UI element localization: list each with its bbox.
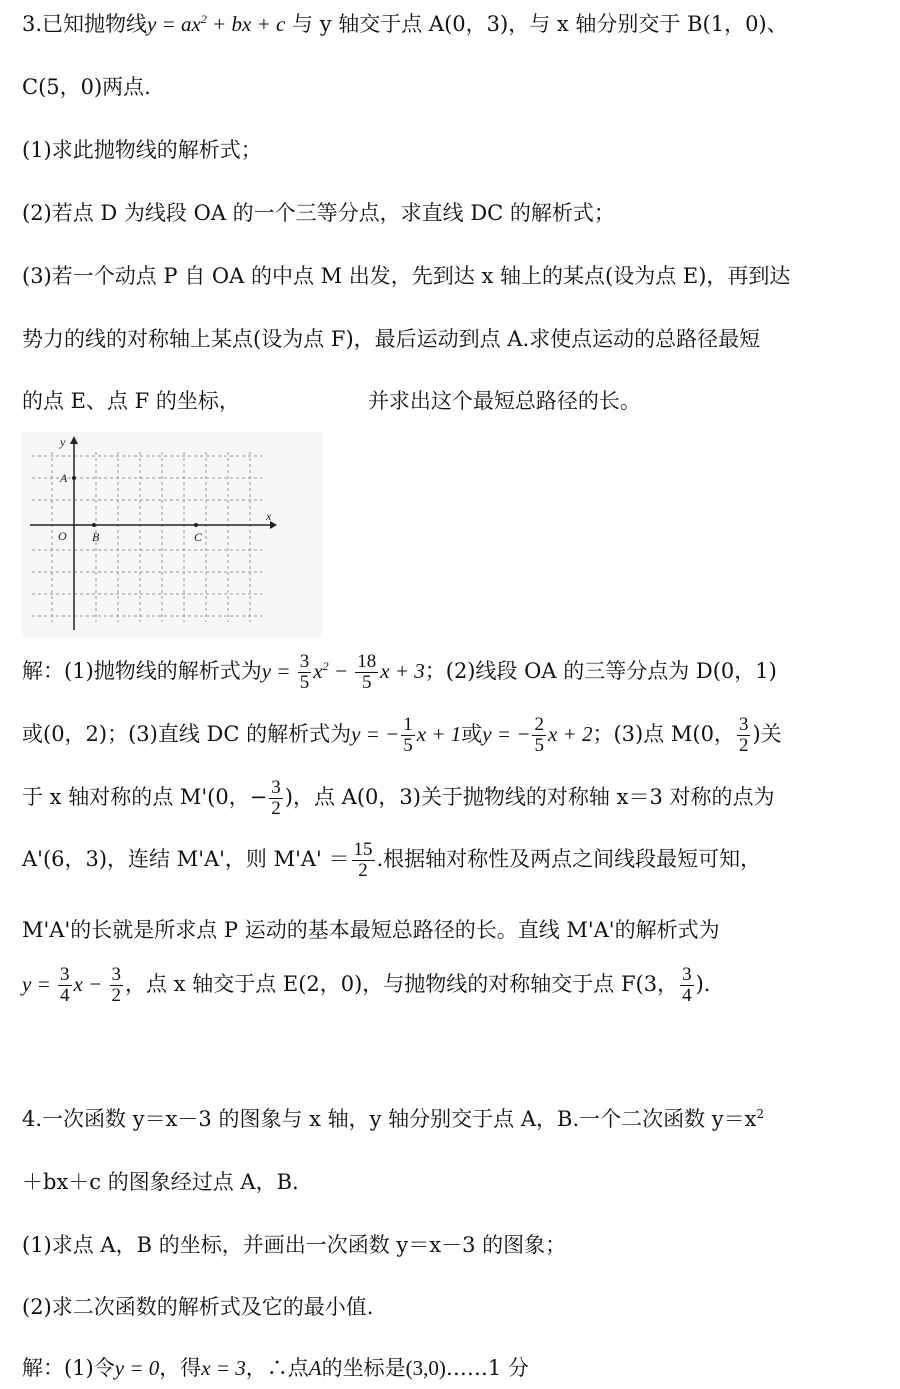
problem3-question1: (1)求此抛物线的解析式；: [22, 138, 262, 162]
problem4-line2: ＋bx＋c 的图象经过点 A，B.: [22, 1170, 299, 1194]
fraction: $\frac{1}{5}$: [403, 714, 413, 756]
solution3-line3: 于 x 轴对称的点 M'(0，− $\frac{3}{2}$ )，点 A(0，3)关于抛物线的对称轴 x＝3 对称的点为: [22, 777, 775, 819]
solution3-line5: M'A'的长就是所求点 P 运动的基本最短总路径的长。直线 M'A'的解析式为: [22, 918, 720, 942]
parabola-equation: $y = ax^2$ + bx + c: [147, 12, 286, 36]
problem3-question2: (2)若点 D 为线段 OA 的一个三等分点，求直线 DC 的解析式；: [22, 201, 615, 225]
problem3-question3-line2: 势力的线的对称轴上某点(设为点 F)，最后运动到点 A.求使点运动的总路径最短: [22, 327, 761, 351]
problem3-question3-line1: (3)若一个动点 P 自 OA 的中点 M 出发，先到达 x 轴上的某点(设为点 E)，再到达: [22, 264, 791, 288]
fraction: $\frac{2}{5}$: [534, 714, 544, 756]
solution3-line1: 解：(1)抛物线的解析式为y = $\frac{3}{5}$ $x^2$ − $\frac{18}{5}$ x + 3；(2)线段 OA 的三等分点为 D(0，1): [22, 651, 777, 693]
fraction: $\frac{3}{5}$: [299, 651, 310, 693]
fraction: $\frac{3}{2}$: [271, 777, 281, 819]
problem4-solution-line1: 解：(1)令y = 0，得x = 3，∴点A的坐标是(3,0)……1 分: [22, 1356, 529, 1380]
problem4-question2: (2)求二次函数的解析式及它的最小值.: [22, 1295, 374, 1319]
fraction: $\frac{3}{4}$: [682, 964, 692, 1006]
y-axis-label: y: [60, 435, 66, 449]
fraction: $\frac{15}{2}$: [353, 839, 373, 881]
solution3-line2: 或(0，2)；(3)直线 DC 的解析式为y = − $\frac{1}{5}$ x + 1或y = − $\frac{2}{5}$ x + 2；(3)点 M(0， $\frac{3}{2}$ )关: [22, 714, 782, 756]
point-a: [72, 476, 76, 480]
origin-label: O: [58, 529, 67, 543]
point-c-label: C: [194, 530, 203, 544]
x-axis-label: x: [266, 509, 272, 523]
point-b-label: B: [92, 530, 100, 544]
problem3-question3-line3: 的点 E、点 F 的坐标， 并求出这个最短总路径的长。: [22, 389, 641, 413]
point-b: [92, 523, 96, 527]
fraction: $\frac{3}{2}$: [738, 714, 749, 756]
point-c: [194, 523, 198, 527]
fraction: $\frac{3}{2}$: [111, 964, 121, 1006]
problem4-question1: (1)求点 A，B 的坐标，并画出一次函数 y＝x－3 的图象；: [22, 1233, 567, 1257]
problem3-line2: C(5，0)两点.: [22, 75, 151, 99]
fraction: $\frac{3}{4}$: [60, 964, 70, 1006]
point-a-label: A: [60, 471, 68, 485]
fraction: $\frac{18}{5}$: [357, 651, 377, 693]
coordinate-grid-figure: [22, 432, 322, 637]
solution3-line6: y = $\frac{3}{4}$ x − $\frac{3}{2}$ ，点 x 轴交于点 E(2，0)，与抛物线的对称轴交于点 F(3， $\frac{3}{4}$ ).: [22, 964, 711, 1006]
problem4-line1: 4.一次函数 y＝x－3 的图象与 x 轴，y 轴分别交于点 A，B.一个二次函数 $y=x^2$: [22, 1107, 765, 1131]
solution3-line4: A'(6，3)，连结 M'A'，则 M'A' ＝ $\frac{15}{2}$ .根据轴对称性及两点之间线段最短可知，: [22, 839, 762, 881]
problem3-line1: 3.已知抛物线$y = ax^2$ + bx + c 与 y 轴交于点 A(0，3)，与 x 轴分别交于 B(1，0)、: [22, 12, 788, 36]
